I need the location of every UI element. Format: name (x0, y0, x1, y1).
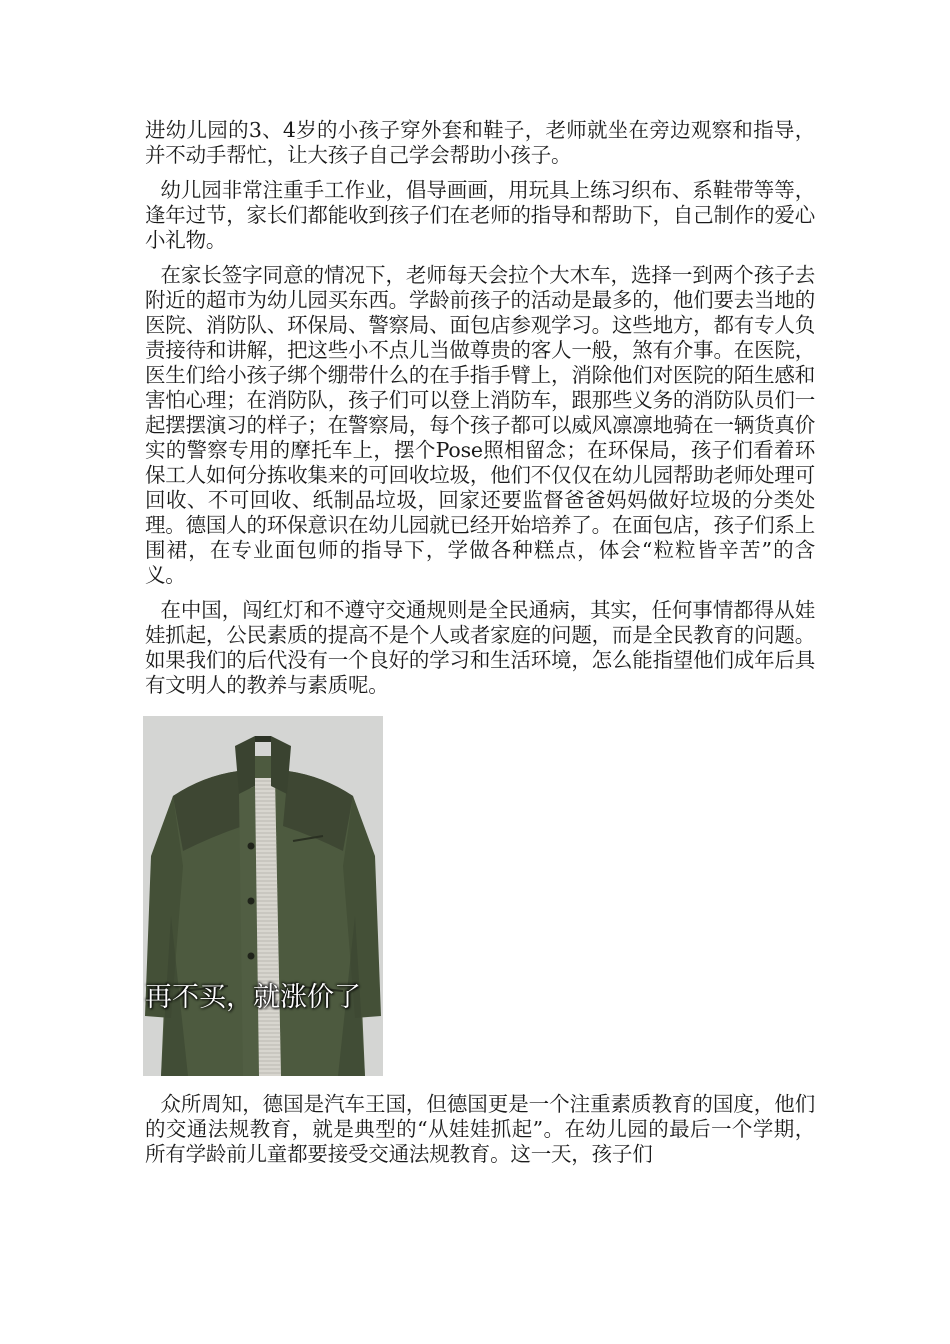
paragraph-4: 在中国，闯红灯和不遵守交通规则是全民通病，其实，任何事情都得从娃娃抓起，公民素质的提高不是个人或者家庭的问题，而是全民教育的问题。如果我们的后代没有一个良好的学习和生活环境，怎么能指望他们成年后具有文明人的教养与素质呢。 (145, 598, 815, 697)
paragraph-2: 幼儿园非常注重手工作业，倡导画画，用玩具上练习织布、系鞋带等等，逢年过节，家长们都能收到孩子们在老师的指导和帮助下，自己制作的爱心小礼物。 (145, 178, 815, 252)
paragraph-3: 在家长签字同意的情况下，老师每天会拉个大木车，选择一到两个孩子去附近的超市为幼儿园买东西。学龄前孩子的活动是最多的，他们要去当地的医院、消防队、环保局、警察局、面包店参观学习。这些地方，都有专人负责接待和讲解，把这些小不点儿当做尊贵的客人一般，煞有介事。在医院，医生们给小孩子绑个绷带什么的在手指手臂上，消除他们对医院的陌生感和害怕心理；在消防队，孩子们可以登上消防车，跟那些义务的消防队员们一起摆摆演习的样子；在警察局，每个孩子都可以威风凛凛地骑在一辆货真价实的警察专用的摩托车上，摆个Pose照相留念；在环保局，孩子们看着环保工人如何分拣收集来的可回收垃圾，他们不仅仅在幼儿园帮助老师处理可回收、不可回收、纸制品垃圾，回家还要监督爸爸妈妈做好垃圾的分类处理。德国人的环保意识在幼儿园就已经开始培养了。在面包店，孩子们系上围裙，在专业面包师的指导下，学做各种糕点，体会“粒粒皆辛苦”的含义。 (145, 263, 815, 587)
jacket-ad-image[interactable] (143, 716, 383, 1076)
jacket-illustration (143, 716, 383, 1076)
text-column (145, 118, 815, 1177)
image-caption-overlay: 再不买，就涨价了 (145, 982, 361, 1013)
paragraph-5: 众所周知，德国是汽车王国，但德国更是一个注重素质教育的国度，他们的交通法规教育，就是典型的“从娃娃抓起”。在幼儿园的最后一个学期，所有学龄前儿童都要接受交通法规教育。这一天，孩子们 (145, 1092, 815, 1166)
paragraph-1: 进幼儿园的3、4岁的小孩子穿外套和鞋子，老师就坐在旁边观察和指导，并不动手帮忙，让大孩子自己学会帮助小孩子。 (145, 118, 815, 167)
